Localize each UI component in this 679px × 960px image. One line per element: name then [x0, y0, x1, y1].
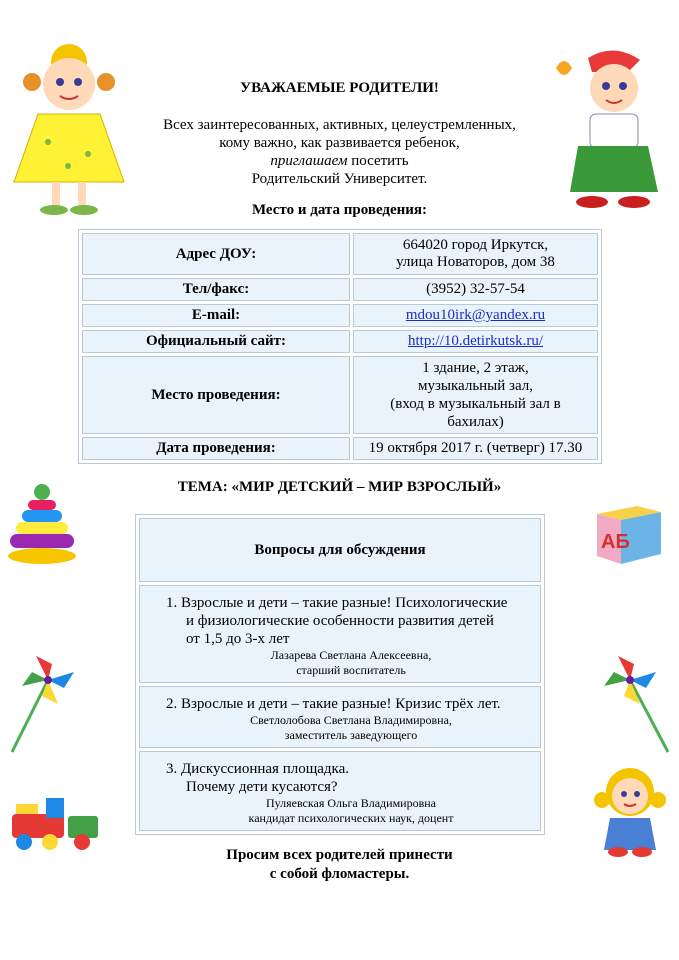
footer-note: Просим всех родителей принести с собой фломастеры. [226, 847, 453, 882]
girl-yellow-dress-icon [8, 42, 130, 218]
venue-label: Место проведения: [82, 356, 350, 434]
table-row [139, 686, 541, 748]
phone-value: (3952) 32-57-54 [353, 278, 598, 301]
alphabet-cube-icon [593, 498, 665, 568]
table-row [139, 751, 541, 831]
question-3: 3. Дискуссионная площадка. Почему дети кусаются? Пуляевская Ольга Владимировна кандидат психологических наук, доцент [139, 751, 541, 831]
email-label: E-mail: [82, 304, 350, 327]
pinwheel-icon [596, 650, 672, 754]
theme-heading: ТЕМА: «МИР ДЕТСКИЙ – МИР ВЗРОСЛЫЙ» [177, 479, 502, 495]
site-label: Официальный сайт: [82, 330, 350, 353]
boy-cap-butterfly-icon [548, 42, 670, 214]
questions-header: Вопросы для обсуждения [139, 518, 541, 582]
intro-text: Всех заинтересованных, активных, целеустремленных, кому важно, как развивается ребенок, приглашаем посетить Родительский Университет. [163, 117, 516, 187]
table-row [82, 437, 598, 460]
table-row [82, 330, 598, 353]
doll-icon [590, 762, 670, 858]
table-row [139, 585, 541, 683]
table-row [82, 278, 598, 301]
date-value: 19 октября 2017 г. (четверг) 17.30 [353, 437, 598, 460]
toy-pyramid-icon [6, 482, 78, 566]
question-2: 2. Взрослые и дети – такие разные! Кризис трёх лет. Светлолобова Светлана Владимировна, заместитель заведующего [139, 686, 541, 748]
date-label: Дата проведения: [82, 437, 350, 460]
question-1: 1. Взрослые и дети – такие разные! Психологические и физиологические особенности развития детей от 1,5 до 3-х лет Лазарева Светлана Алексеевна, старший воспитатель [139, 585, 541, 683]
page-title: УВАЖАЕМЫЕ РОДИТЕЛИ! [240, 80, 439, 96]
toy-train-icon [6, 790, 104, 852]
venue-value: 1 здание, 2 этаж, музыкальный зал, (вход в музыкальный зал в бахилах) [353, 356, 598, 434]
place-date-heading: Место и дата проведения: [251, 202, 428, 218]
email-link[interactable]: mdou10irk@yandex.ru [405, 307, 546, 323]
address-label: Адрес ДОУ: [82, 233, 350, 275]
site-link[interactable]: http://10.detirkutsk.ru/ [408, 333, 543, 349]
svg-text:АБ: АБ [601, 531, 630, 553]
table-row [82, 356, 598, 434]
questions-table [135, 514, 545, 835]
address-value: 664020 город Иркутск, улица Новаторов, дом 38 [353, 233, 598, 275]
table-row [82, 233, 598, 275]
table-row [82, 304, 598, 327]
table-row [139, 518, 541, 582]
event-info-table [78, 229, 602, 464]
phone-label: Тел/факс: [82, 278, 350, 301]
pinwheel-icon [6, 650, 82, 754]
